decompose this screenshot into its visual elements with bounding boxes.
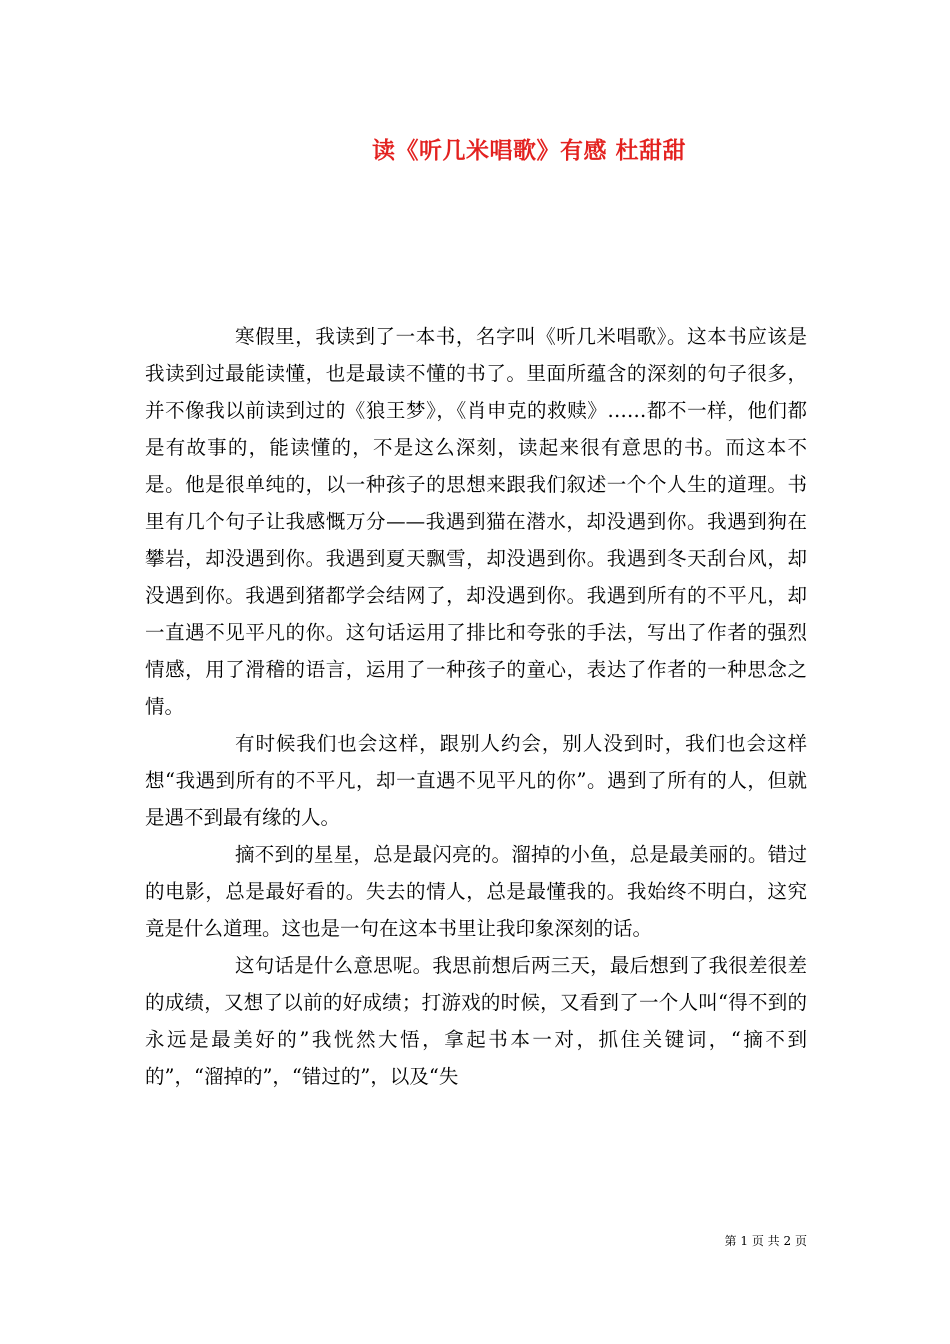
current-page-number: 1 [740,1234,749,1248]
footer-prefix: 第 [724,1234,737,1248]
footer-suffix: 页 [794,1234,807,1248]
paragraph-3: 摘不到的星星，总是最闪亮的。溜掉的小鱼，总是最美丽的。错过的电影，总是最好看的。失去的情人，总是最懂我的。我始终不明白，这究竟是什么道理。这也是一句在这本书里让我印象深刻的话。 [145,843,807,940]
document-title: 读《听几米唱歌》有感 杜甜甜 [371,137,686,164]
total-pages-number: 2 [783,1234,792,1248]
paragraph-2: 有时候我们也会这样，跟别人约会，别人没到时，我们也会这样想“我遇到所有的不平凡，却一直遇不见平凡的你”。遇到了所有的人，但就是遇不到最有缘的人。 [145,732,807,829]
page-footer [725,1233,807,1249]
footer-middle: 页 共 [751,1234,780,1248]
paragraph-4: 这句话是什么意思呢。我思前想后两三天，最后想到了我很差很差的成绩，又想了以前的好成绩；打游戏的时候，又看到了一个人叫“得不到的永远是最美好的”我恍然大悟，拿起书本一对，抓住关键词，“摘不到的”，“溜掉的”，“错过的”，以及“失 [145,954,807,1088]
document-body [145,318,807,1095]
paragraph-1: 寒假里，我读到了一本书，名字叫《听几米唱歌》。这本书应该是我读到过最能读懂，也是最读不懂的书了。里面所蕴含的深刻的句子很多，并不像我以前读到过的《狼王梦》，《肖申克的救赎》……都不一样，他们都是有故事的，能读懂的，不是这么深刻，读起来很有意思的书。而这本不是。他是很单纯的，以一种孩子的思想来跟我们叙述一个个人生的道理。书里有几个句子让我感慨万分——我遇到猫在潜水，却没遇到你。我遇到狗在攀岩，却没遇到你。我遇到夏天飘雪，却没遇到你。我遇到冬天刮台风，却没遇到你。我遇到猪都学会结网了，却没遇到你。我遇到所有的不平凡，却一直遇不见平凡的你。这句话运用了排比和夸张的手法，写出了作者的强烈情感，用了滑稽的语言，运用了一种孩子的童心，表达了作者的一种思念之情。 [145,325,807,718]
